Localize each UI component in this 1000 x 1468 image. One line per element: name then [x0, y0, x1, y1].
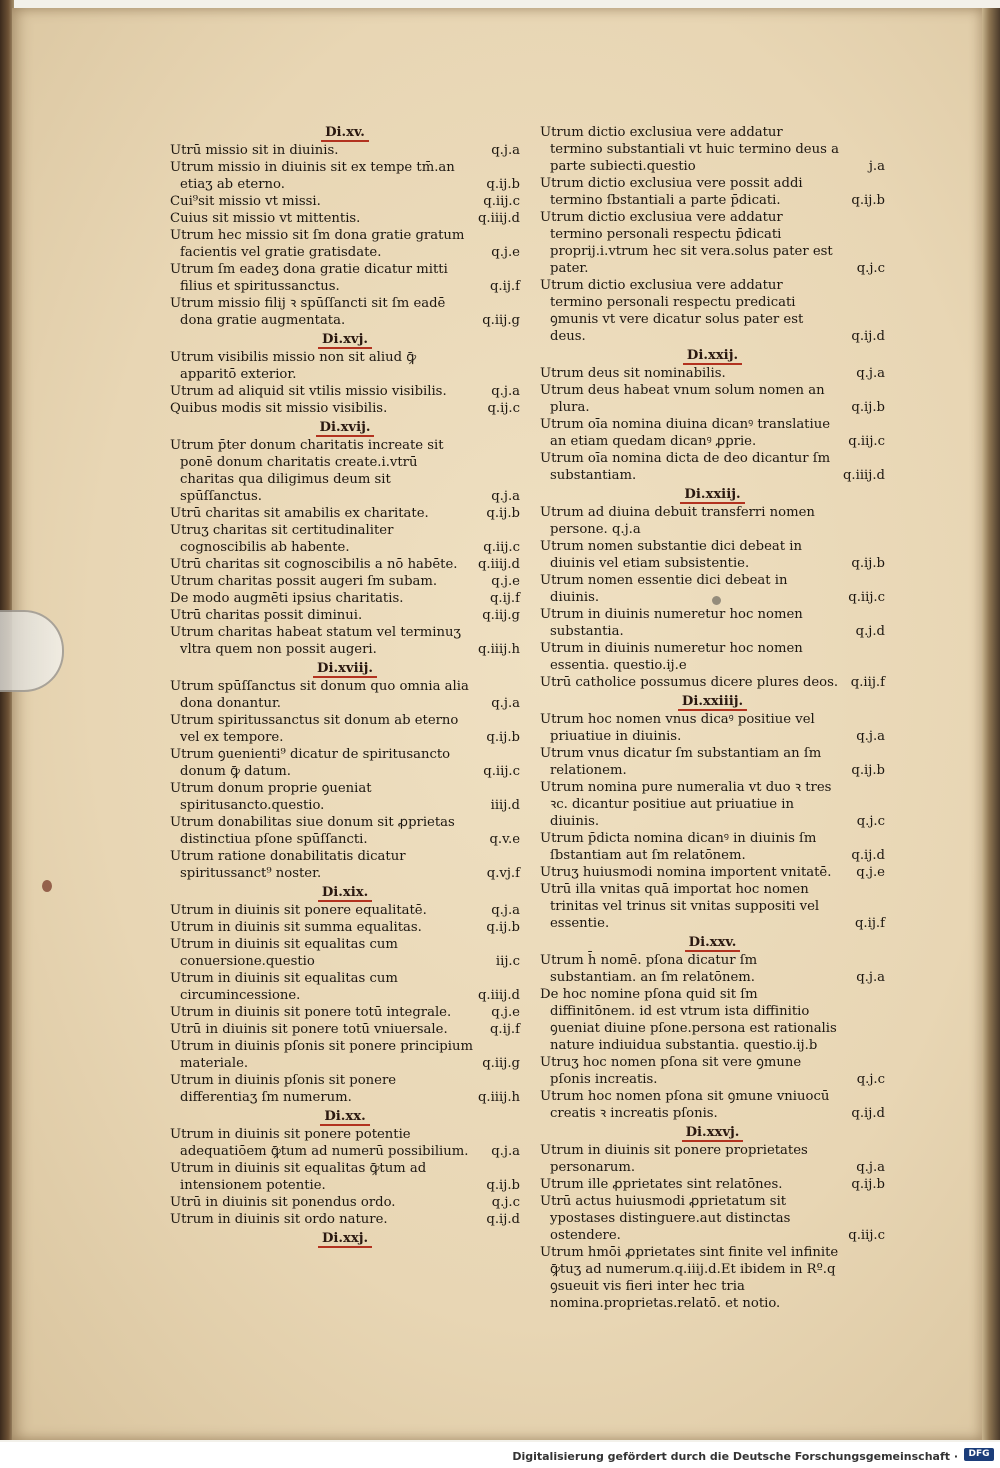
question-text: Cuius sit missio vt mittentis.: [170, 211, 361, 226]
question-reference: q.ij.b: [486, 1178, 520, 1193]
question-entry: [170, 193, 520, 210]
question-entry: [170, 1021, 520, 1038]
question-text: Utrū catholice possumus dicere plures deos.: [540, 675, 839, 690]
distinction-heading-text: Di.xvij.: [316, 420, 375, 437]
question-entry: [170, 261, 520, 295]
distinction-heading: [540, 486, 885, 503]
question-reference: q.iij.f: [850, 675, 885, 690]
question-entry: [170, 556, 520, 573]
question-entry: [170, 210, 520, 227]
question-entry: [540, 745, 885, 779]
distinction-heading: [170, 1108, 520, 1125]
question-reference: q.j.a: [856, 970, 885, 985]
question-text: Utrum in diuinis pſonis sit ponere principium materiale.: [170, 1039, 473, 1071]
distinction-heading: [540, 347, 885, 364]
question-entry: [170, 1126, 520, 1160]
question-entry: [170, 227, 520, 261]
question-text: Utrum ſm eadeʒ dona gratie dicatur mitti filius et spiritussanctus.: [170, 262, 448, 294]
question-entry: [540, 711, 885, 745]
question-entry: [170, 1211, 520, 1228]
question-reference: q.j.a: [491, 143, 520, 158]
question-entry: [540, 382, 885, 416]
question-entry: [170, 1160, 520, 1194]
question-text: Utrum in diuinis sit ponere potentie adequatiōem ꝙ̄tum ad numerū possibilium.: [170, 1127, 469, 1159]
question-text: Utrum p̄dicta nomina dicanꝰ in diuinis ſm ſbstantiam aut ſm relatōnem.: [540, 831, 817, 863]
question-entry: [170, 1194, 520, 1211]
question-reference: q.j.c: [856, 1072, 885, 1087]
question-entry: [170, 349, 520, 383]
question-entry: [540, 779, 885, 830]
question-entry: [540, 1244, 885, 1312]
question-reference: q.vj.f: [486, 866, 520, 881]
question-entry: [540, 124, 885, 175]
distinction-heading-text: Di.xxj.: [318, 1231, 372, 1248]
question-text: Utrum donum proprie ꝯueniat spiritusancto.questio.: [170, 781, 372, 813]
question-entry: [170, 902, 520, 919]
question-reference: q.iiij.d: [477, 557, 520, 572]
distinction-heading-text: Di.xviij.: [313, 661, 377, 678]
question-reference: q.ij.f: [489, 1022, 520, 1037]
question-text: Utruʒ hoc nomen pſona sit vere ꝯmune pſonis increatis.: [540, 1055, 802, 1087]
question-reference: q.ij.d: [851, 848, 885, 863]
question-text: Utrum donabilitas siue donum sit ꝓprietas distinctiua pſone spūſſancti.: [170, 815, 455, 847]
distinction-heading-text: Di.xxiiij.: [678, 694, 747, 711]
distinction-heading-text: Di.xx.: [320, 1109, 369, 1126]
question-entry: [540, 538, 885, 572]
question-reference: q.j.c: [856, 261, 885, 276]
question-text: Utrum deus habeat vnum solum nomen an plura.: [540, 383, 825, 415]
question-text: Utrum missio in diuinis sit ex tempe tm̄.an etiaʒ ab eterno.: [170, 160, 455, 192]
question-reference: q.iij.c: [483, 540, 520, 555]
question-text: Utrū charitas sit amabilis ex charitate.: [170, 506, 429, 521]
distinction-heading-text: Di.xxvj.: [682, 1125, 744, 1142]
question-entry: [170, 1038, 520, 1072]
question-reference: q.j.a: [491, 903, 520, 918]
question-reference: q.iiij.d: [477, 988, 520, 1003]
question-text: Utrum missio filij ꝛ spūſſancti sit ſm eadē dona gratie augmentata.: [170, 296, 446, 328]
question-reference: q.ij.b: [486, 506, 520, 521]
question-reference: q.j.e: [491, 574, 520, 589]
question-entry: [540, 1088, 885, 1122]
question-text: Utrum in diuinis sit ponere proprietates personarum.: [540, 1143, 808, 1175]
question-text: Utrū actus huiusmodi ꝓprietatum sit ypostases distinguere.aut distinctas ostendere.: [540, 1194, 791, 1243]
question-reference: iij.c: [495, 954, 520, 969]
question-text: Utrū in diuinis sit ponere totū vniuersale.: [170, 1022, 448, 1037]
question-reference: q.iiij.h: [477, 1090, 520, 1105]
question-text: Utrum in diuinis pſonis sit ponere differentiaʒ ſm numerum.: [170, 1073, 397, 1105]
question-text: De hoc nomine pſona quid sit ſm diffinitōnem. id est vtrum ista diffinitio ꝯueniat diuine pſone.persona est rationalis nature indiuidua substantia. questio.ij.b: [540, 987, 837, 1053]
question-reference: q.iij.c: [483, 764, 520, 779]
dfg-logo: DFG: [964, 1448, 994, 1461]
question-entry: [170, 505, 520, 522]
question-text: Utrum spūſſanctus sit donum quo omnia alia dona donantur.: [170, 679, 469, 711]
question-text: Utruʒ huiusmodi nomina importent vnitatē.: [540, 865, 832, 880]
footer-bar: [0, 1442, 1000, 1468]
question-reference: q.j.e: [856, 865, 885, 880]
question-text: Utrum in diuinis sit equalitas cum conuersione.questio: [170, 937, 398, 969]
left-column: [170, 122, 520, 1248]
right-column: [540, 124, 885, 1312]
question-text: Utrum ille ꝓprietates sint relatōnes.: [540, 1177, 783, 1192]
question-entry: [540, 606, 885, 640]
question-reference: q.j.a: [856, 366, 885, 381]
distinction-heading: [540, 934, 885, 951]
question-reference: q.iij.c: [848, 434, 885, 449]
question-text: Utrū missio sit in diuinis.: [170, 143, 339, 158]
question-entry: [540, 416, 885, 450]
distinction-heading: [170, 884, 520, 901]
question-reference: q.j.c: [491, 1195, 520, 1210]
question-entry: [540, 952, 885, 986]
question-reference: q.ij.b: [851, 556, 885, 571]
question-entry: [170, 383, 520, 400]
question-text: Utrum dictio exclusiua vere addatur termino substantiali vt huic termino deus a parte subiecti.questio: [540, 125, 839, 174]
question-text: Utruʒ charitas sit certitudinaliter cognoscibilis ab habente.: [170, 523, 394, 555]
question-entry: [540, 1054, 885, 1088]
question-entry: [540, 881, 885, 932]
question-reference: q.j.a: [856, 729, 885, 744]
question-text: Utrū illa vnitas quā importat hoc nomen trinitas vel trinus sit vnitas suppositi vel essentie.: [540, 882, 820, 931]
question-reference: q.iiij.h: [477, 642, 520, 657]
question-entry: [540, 209, 885, 277]
question-reference: q.ij.d: [486, 1212, 520, 1227]
question-reference: q.ij.f: [489, 279, 520, 294]
distinction-heading: [170, 419, 520, 436]
question-reference: q.ij.b: [851, 1177, 885, 1192]
question-text: De modo augmēti ipsius charitatis.: [170, 591, 404, 606]
question-entry: [170, 400, 520, 417]
question-reference: q.ij.b: [851, 763, 885, 778]
distinction-heading: [540, 693, 885, 710]
question-reference: q.j.e: [491, 245, 520, 260]
question-entry: [540, 1176, 885, 1193]
question-text: Utrum in diuinis sit equalitas cum circumincessione.: [170, 971, 398, 1003]
question-text: Utrum nomen substantie dici debeat in diuinis vel etiam subsistentie.: [540, 539, 802, 571]
question-reference: q.iij.g: [482, 608, 520, 623]
question-text: Utrum in diuinis sit ordo nature.: [170, 1212, 388, 1227]
question-text: Utrum visibilis missio non sit aliud ꝙ̄ apparitō exterior.: [170, 350, 417, 382]
question-entry: [540, 277, 885, 345]
question-text: Utrum in diuinis sit ponere totū integrale.: [170, 1005, 452, 1020]
question-entry: [170, 142, 520, 159]
distinction-heading-text: Di.xix.: [318, 885, 372, 902]
question-reference: q.v.e: [489, 832, 520, 847]
question-reference: q.ij.b: [486, 730, 520, 745]
question-entry: [170, 607, 520, 624]
question-text: Utrum charitas possit augeri ſm subam.: [170, 574, 438, 589]
question-entry: [170, 1072, 520, 1106]
question-text: Utrum dictio exclusiua vere addatur termino personali respectu predicati ꝯmunis vt vere dicatur solus pater est deus.: [540, 278, 804, 344]
question-entry: [170, 624, 520, 658]
question-text: Utrum ꝯuenienti⁹ dicatur de spiritusancto donum ꝙ̄ datum.: [170, 747, 451, 779]
question-entry: [540, 674, 885, 691]
question-entry: [170, 936, 520, 970]
distinction-heading-text: Di.xxv.: [685, 935, 741, 952]
question-entry: [170, 1004, 520, 1021]
question-entry: [540, 504, 885, 538]
question-text: Utrum dictio exclusiua vere addatur termino personali respectu p̄dicati proprij.i.vtrum hec sit vera.solus pater est pater.: [540, 210, 833, 276]
question-entry: [170, 590, 520, 607]
question-entry: [170, 573, 520, 590]
question-entry: [170, 159, 520, 193]
distinction-heading-text: Di.xxiij.: [680, 487, 744, 504]
question-entry: [170, 746, 520, 780]
footer-text: Digitalisierung gefördert durch die Deutsche Forschungsgemeinschaft ·: [512, 1450, 958, 1463]
question-entry: [540, 864, 885, 881]
question-reference: q.iij.c: [848, 590, 885, 605]
question-reference: q.j.a: [491, 696, 520, 711]
question-reference: q.ij.d: [851, 329, 885, 344]
question-text: Utrū charitas possit diminui.: [170, 608, 363, 623]
question-reference: j.a: [868, 159, 885, 174]
question-reference: q.iiij.d: [477, 211, 520, 226]
question-entry: [540, 1142, 885, 1176]
question-text: Utrum in diuinis sit equalitas ꝙ̄tum ad intensionem potentie.: [170, 1161, 427, 1193]
question-entry: [170, 712, 520, 746]
question-reference: q.ij.b: [851, 193, 885, 208]
question-reference: q.j.a: [491, 1144, 520, 1159]
question-text: Utrum oīa nomina diuina dicanꝰ translatiue an etiam quedam dicanꝰ ꝓprie.: [540, 417, 830, 449]
question-text: Utrum dictio exclusiua vere possit addi termino ſbstantiali a parte p̄dicati.: [540, 176, 803, 208]
question-reference: q.j.a: [491, 489, 520, 504]
distinction-heading: [170, 124, 520, 141]
question-entry: [540, 365, 885, 382]
question-entry: [540, 640, 885, 674]
question-entry: [170, 678, 520, 712]
question-text: Utrum spiritussanctus sit donum ab eterno vel ex tempore.: [170, 713, 459, 745]
question-entry: [540, 572, 885, 606]
question-reference: q.ij.b: [486, 177, 520, 192]
question-reference: q.iij.c: [848, 1228, 885, 1243]
question-entry: [170, 780, 520, 814]
question-text: Utrum ad diuina debuit transferri nomen persone. q.j.a: [540, 505, 815, 537]
question-text: Utrum nomina pure numeralia vt duo ꝛ tres ꝛc. dicantur positiue aut priuatiue in diuinis.: [540, 780, 832, 829]
distinction-heading: [170, 660, 520, 677]
question-entry: [170, 437, 520, 505]
question-text: Utrum in diuinis sit summa equalitas.: [170, 920, 422, 935]
question-reference: q.ij.c: [487, 401, 520, 416]
question-entry: [170, 848, 520, 882]
question-entry: [540, 830, 885, 864]
question-text: Utrum ad aliquid sit vtilis missio visibilis.: [170, 384, 447, 399]
question-text: Cui⁹sit missio vt missi.: [170, 194, 321, 209]
page-edge-right: [982, 8, 1000, 1440]
question-text: Utrum p̄ter donum charitatis increate sit ponē donum charitatis create.i.vtrū charitas qua diligimus deum sit spūſſanctus.: [170, 438, 444, 504]
question-text: Utrum charitas habeat statum vel terminuʒ vltra quem non possit augeri.: [170, 625, 461, 657]
question-reference: q.ij.f: [489, 591, 520, 606]
question-text: Utrū charitas sit cognoscibilis a nō habēte.: [170, 557, 458, 572]
question-text: Utrum in diuinis sit ponere equalitatē.: [170, 903, 427, 918]
question-reference: q.j.c: [856, 814, 885, 829]
question-text: Utrum in diuinis numeretur hoc nomen substantia.: [540, 607, 803, 639]
question-reference: q.ij.b: [851, 400, 885, 415]
question-reference: q.iij.g: [482, 1056, 520, 1071]
question-text: Utrum ratione donabilitatis dicatur spiritussanct⁹ noster.: [170, 849, 406, 881]
question-entry: [170, 970, 520, 1004]
question-reference: q.ij.f: [854, 916, 885, 931]
question-entry: [540, 450, 885, 484]
question-text: Utrum vnus dicatur ſm substantiam an ſm relationem.: [540, 746, 822, 778]
distinction-heading-text: Di.xxij.: [683, 348, 742, 365]
question-text: Utrum hec missio sit ſm dona gratie gratum facientis vel gratie gratisdate.: [170, 228, 465, 260]
question-reference: q.iiij.d: [842, 468, 885, 483]
question-text: Utrum oīa nomina dicta de deo dicantur ſm substantiam.: [540, 451, 831, 483]
question-text: Quibus modis sit missio visibilis.: [170, 401, 388, 416]
question-reference: q.iij.c: [483, 194, 520, 209]
question-reference: q.j.d: [855, 624, 885, 639]
question-text: Utrum hoc nomen pſona sit ꝯmune vniuocū creatis ꝛ increatis pſonis.: [540, 1089, 830, 1121]
question-reference: q.iij.g: [482, 313, 520, 328]
distinction-heading: [540, 1124, 885, 1141]
question-entry: [170, 522, 520, 556]
question-entry: [170, 814, 520, 848]
question-entry: [170, 919, 520, 936]
question-entry: [540, 1193, 885, 1244]
question-reference: q.ij.d: [851, 1106, 885, 1121]
question-text: Utrū in diuinis sit ponendus ordo.: [170, 1195, 396, 1210]
question-reference: q.ij.b: [486, 920, 520, 935]
question-entry: [540, 175, 885, 209]
question-text: Utrum in diuinis numeretur hoc nomen essentia. questio.ij.e: [540, 641, 803, 673]
question-entry: [540, 986, 885, 1054]
question-text: Utrum hmōi ꝓprietates sint finite vel infinite ꝙ̄tuʒ ad numerum.q.iiij.d.Et ibidem in Rº.q ꝯsueuit vis fieri inter hec tria nomina.proprietas.relatō. et notio.: [540, 1245, 839, 1311]
distinction-heading: [170, 1230, 520, 1247]
question-reference: q.j.a: [491, 384, 520, 399]
distinction-heading: [170, 331, 520, 348]
distinction-heading-text: Di.xv.: [321, 125, 369, 142]
question-reference: q.j.e: [491, 1005, 520, 1020]
question-text: Utrum nomen essentie dici debeat in diuinis.: [540, 573, 788, 605]
question-text: Utrum deus sit nominabilis.: [540, 366, 726, 381]
question-reference: q.j.a: [856, 1160, 885, 1175]
question-text: Utrum hoc nomen vnus dicaꝰ positiue vel priuatiue in diuinis.: [540, 712, 815, 744]
distinction-heading-text: Di.xvj.: [318, 332, 372, 349]
question-reference: iiij.d: [490, 798, 520, 813]
ink-spot: [42, 880, 52, 892]
question-text: Utrum h̄ nomē. pſona dicatur ſm substantiam. an ſm relatōnem.: [540, 953, 758, 985]
question-entry: [170, 295, 520, 329]
